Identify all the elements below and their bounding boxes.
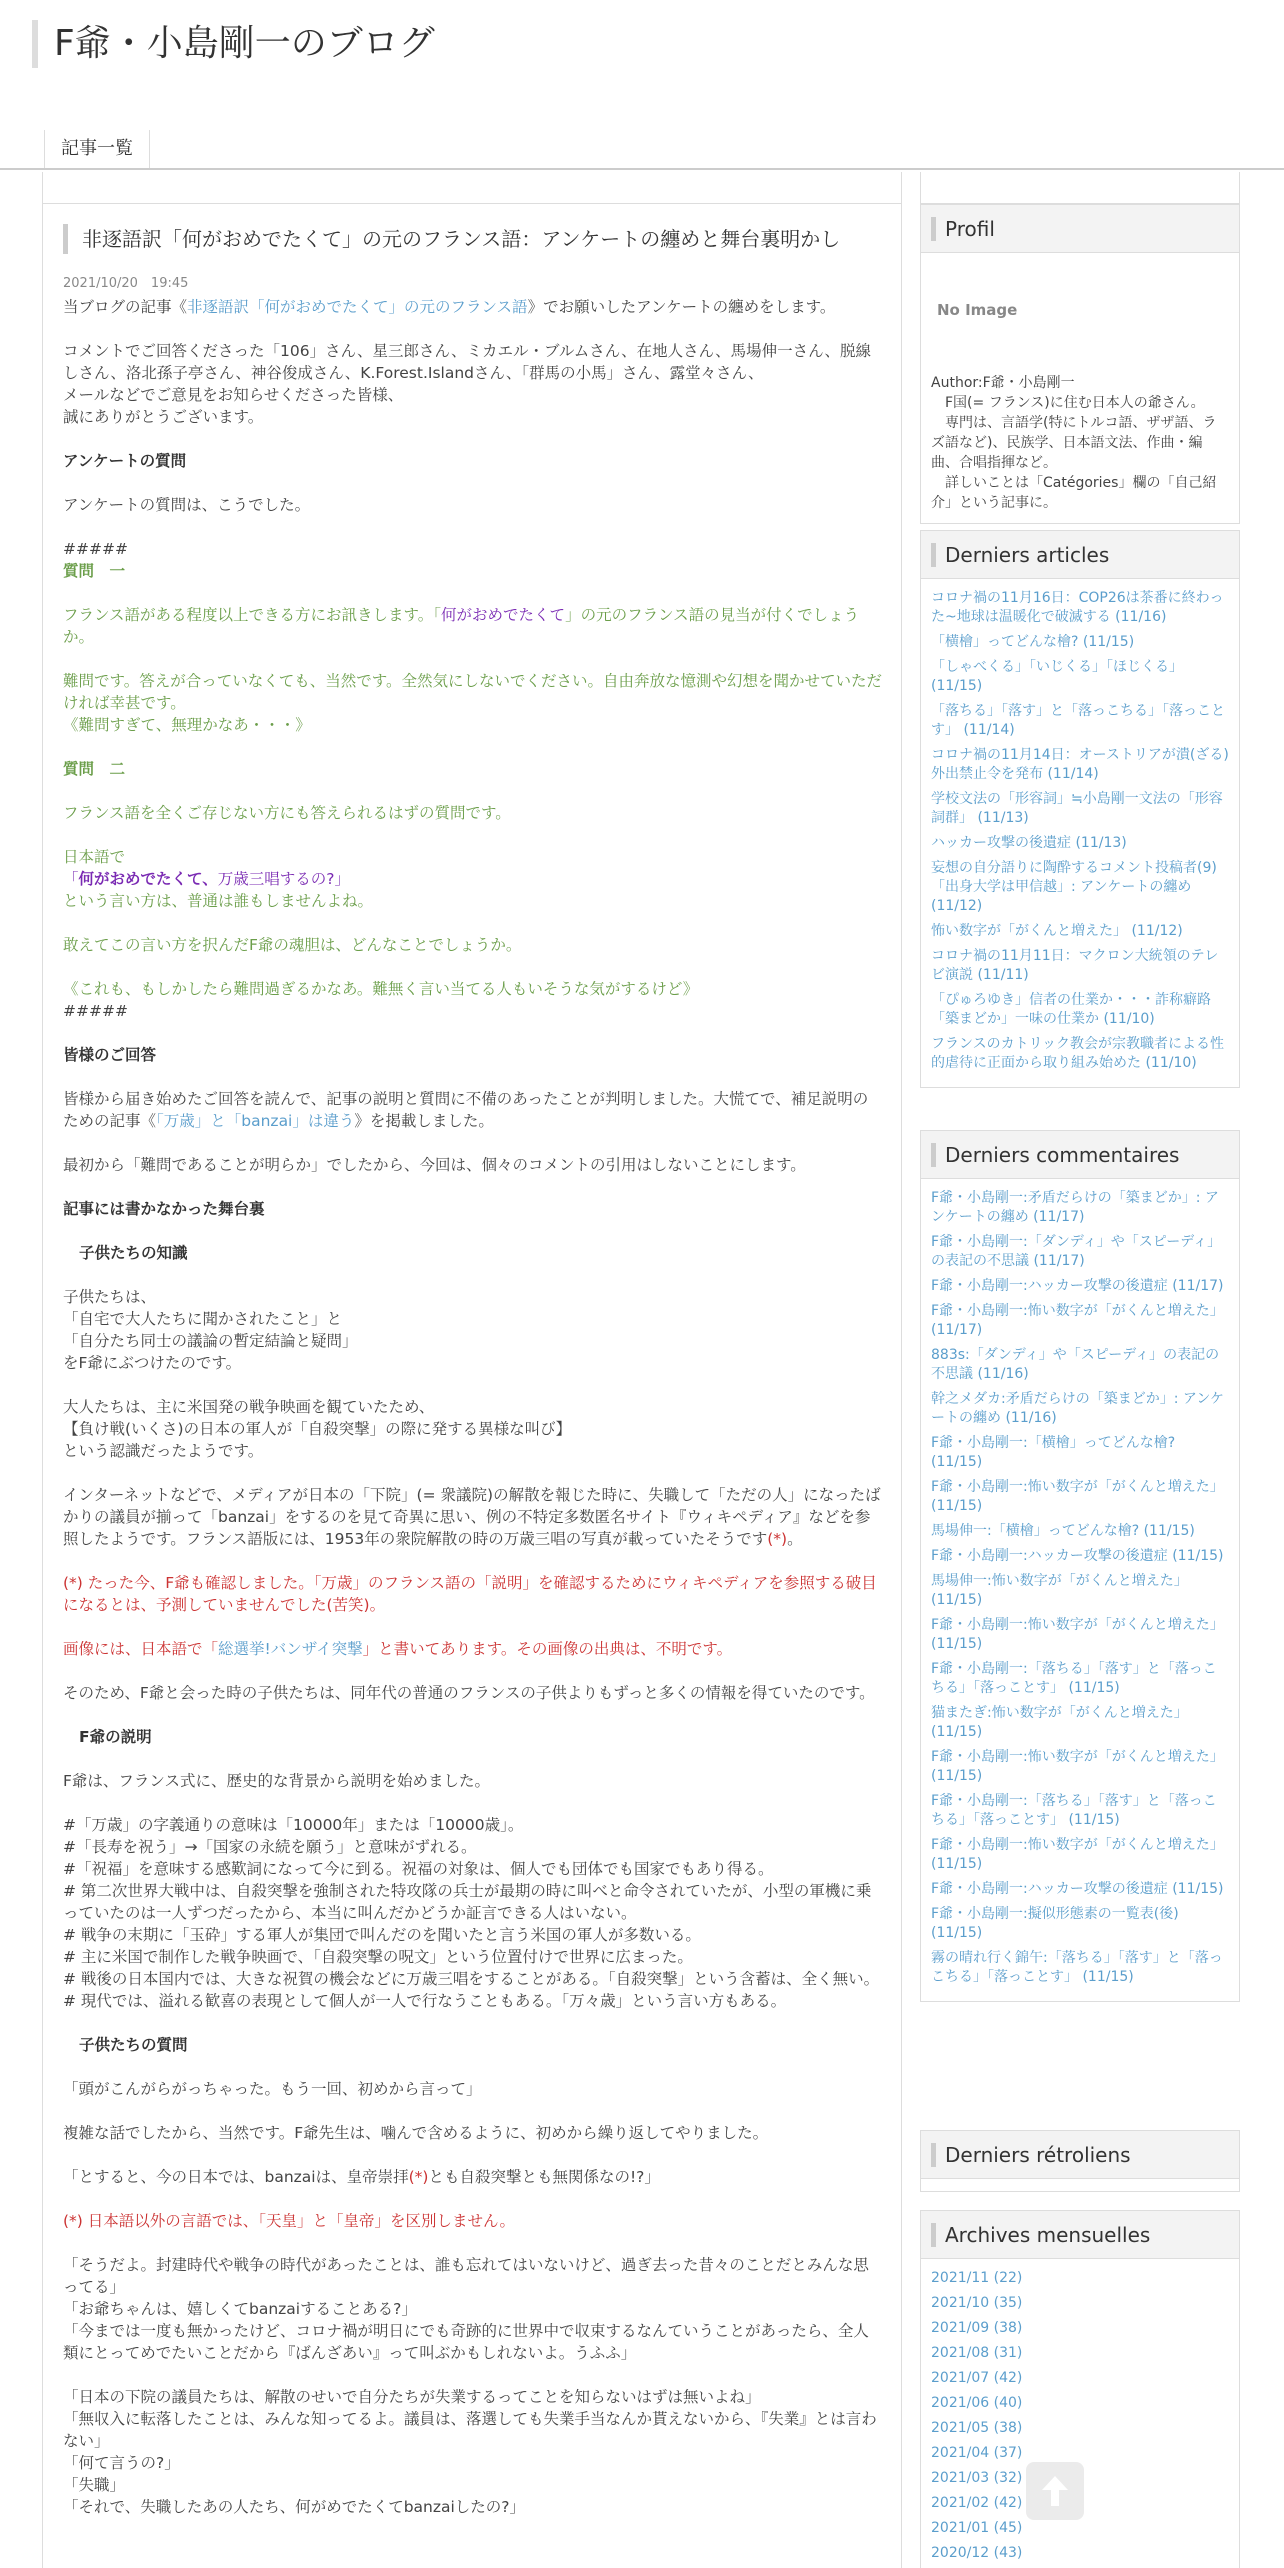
paragraph: 「そうだよ。封建時代や戦争の時代があったことは、誰も忘れてはいないけど、過ぎ去った昔々のことだとみんな思ってる」 xyxy=(63,2256,869,2296)
section-heading: 記事には書かなかった舞台裏 xyxy=(63,1200,265,1218)
archive-month-link[interactable]: 2021/03 (32) xyxy=(931,2470,1023,2486)
paragraph: 子供たちは、 xyxy=(63,1288,157,1306)
recent-comment-link[interactable]: F爺・小島剛一:ハッカー攻撃の後遺症 (11/15) xyxy=(931,1548,1224,1564)
subsection-heading: F爺の説明 xyxy=(79,1728,152,1746)
archive-month-link[interactable]: 2021/11 (22) xyxy=(931,2270,1023,2286)
text: 。 xyxy=(787,1530,803,1548)
paragraph: コメントでご回答くださった「106」さん、星三郎さん、ミカエル・ブルムさん、在地人さん、馬場伸一さん、脱線しさん、洛北孫子亭さん、神谷俊成さん、K.Forest.Islandさん、「群馬の小馬」さん、露堂々さん、 xyxy=(63,342,871,382)
inline-link[interactable]: 何がおめでたくて、 xyxy=(78,870,218,888)
list-item: # 主に米国で制作した戦争映画で、「自殺突撃の呪文」という位置付けで世界に広まった。 xyxy=(63,1948,693,1966)
inline-link[interactable]: 何がおめでたくて xyxy=(441,606,566,624)
paragraph: 「頭がこんがらがっちゃった。もう一回、初めから言って」 xyxy=(63,2080,482,2098)
paragraph: をF爺にぶつけたのです。 xyxy=(63,1354,242,1372)
paragraph: アンケートの質問は、こうでした。 xyxy=(63,496,311,514)
recent-comment-link[interactable]: 霧の晴れ行く錦午:「落ちる」「落す」と「落っこちる」「落っことす」 (11/15) xyxy=(931,1950,1223,1985)
recent-comment-link[interactable]: F爺・小島剛一:擬似形態素の一覧表(後) (11/15) xyxy=(931,1906,1179,1941)
paragraph: 《これも、もしかしたら難問過ぎるかなあ。難無く言い当てる人もいそうな気がするけど》 xyxy=(63,980,699,998)
recent-comment-link[interactable]: F爺・小島剛一:「横檜」ってどんな檜? (11/15) xyxy=(931,1435,1176,1470)
list-item: # 現代では、溢れる歓喜の表現として個人が一人で行なうこともある。「万々歳」という言い方もある。 xyxy=(63,1992,787,2010)
question-heading: 質問 二 xyxy=(63,760,126,778)
section-heading: 皆様のご回答 xyxy=(63,1046,157,1064)
main-top-divider xyxy=(42,172,902,204)
text: 当ブログの記事《 xyxy=(63,298,188,316)
avatar xyxy=(921,253,1239,373)
paragraph: 「無収入に転落したことは、みんな知ってるよ。議員は、落選しても失業手当なんか貰えないから、『失業』とは言わない」 xyxy=(63,2410,877,2450)
recent-comments-list xyxy=(921,1179,1239,2001)
article-link[interactable]: 「万歳」と「banzai」は違う xyxy=(156,1112,355,1130)
site-header xyxy=(0,0,1284,170)
text: 》を掲載しました。 xyxy=(354,1112,494,1130)
text: フランス語がある程度以上できる方にお訊きします。「 xyxy=(63,606,442,624)
subsection-heading: 子供たちの質問 xyxy=(79,2036,188,2054)
paragraph: 【負け戦(いくさ)の日本の軍人が「自殺突撃」の際に発する異様な叫び】 xyxy=(63,1420,572,1438)
archive-month-link[interactable]: 2021/10 (35) xyxy=(931,2295,1023,2311)
text: 」の元のフランス語の見当が付くでしょうか。 xyxy=(63,606,860,646)
recent-article-link[interactable]: コロナ禍の11月11日：マクロン大統領のテレビ演説 (11/11) xyxy=(931,948,1219,983)
recent-trackbacks-widget xyxy=(920,2130,1240,2192)
recent-comment-link[interactable]: 883s:「ダンディ」や「スピーディ」の表記の不思議 (11/16) xyxy=(931,1347,1220,1382)
widget-title: Archives mensuelles xyxy=(921,2211,1239,2259)
profile-text: F国(= フランス)に住む日本人の爺さん。 xyxy=(931,395,1205,411)
recent-comment-link[interactable]: F爺・小島剛一:矛盾だらけの「築まどか」: アンケートの纏め (11/17) xyxy=(931,1190,1219,1225)
recent-article-link[interactable]: フランスのカトリック教会が宗教職者による性的虐待に正面から取り組み始めた (11/10) xyxy=(931,1036,1225,1071)
archive-month-link[interactable]: 2021/05 (38) xyxy=(931,2420,1023,2436)
paragraph: 《難問すぎて、無理かなあ・・・》 xyxy=(63,716,311,734)
widget-title: Derniers articles xyxy=(921,531,1239,579)
recent-article-link[interactable]: 学校文法の「形容詞」≒小島剛一文法の「形容詞群」 (11/13) xyxy=(931,791,1223,826)
post-date: 2021/10/20 19:45 xyxy=(63,276,189,291)
recent-article-link[interactable]: 「ぴゅろゆき」信者の仕業か・・・詐称癖路「築まどか」一味の仕業か (11/10) xyxy=(931,992,1211,1027)
list-item: #「祝福」を意味する感歎詞になって今に到る。祝福の対象は、個人でも団体でも国家でもあり得る。 xyxy=(63,1860,774,1878)
list-item: # 第二次世界大戦中は、自殺突撃を強制された特攻隊の兵士が最期の時に叫べと命令されていたが、小型の軍機に乗っていたのは一人ずつだったから、本当に叫んだかどうか証言できる人はいない。 xyxy=(63,1882,872,1922)
inline-link[interactable]: 総選挙!バンザイ突撃 xyxy=(218,1640,363,1658)
recent-article-link[interactable]: 怖い数字が「がくんと増えた」 (11/12) xyxy=(931,923,1183,939)
text: 」と書いてあります。その画像の出典は、不明です。 xyxy=(362,1640,733,1658)
list-item: #「長寿を祝う」→「国家の永続を願う」と意味がずれる。 xyxy=(63,1838,477,1856)
footnote: (*) たった今、F爺も確認しました。「万歳」のフランス語の「説明」を確認するためにウィキペディアを参照する破目になるとは、予測していませんでした(苦笑)。 xyxy=(63,1574,877,1614)
profile-text: 詳しいことは「Catégories」欄の「自己紹介」という記事に。 xyxy=(931,475,1217,511)
recent-article-link[interactable]: 「落ちる」「落す」と「落っこちる」「落っことす」 (11/14) xyxy=(931,703,1225,738)
list-item: #「万歳」の字義通りの意味は「10000年」または「10000歳」。 xyxy=(63,1816,524,1834)
text: 》でお願いしたアンケートの纏めをします。 xyxy=(527,298,836,316)
archive-month-link[interactable]: 2021/09 (38) xyxy=(931,2320,1023,2336)
archives-list xyxy=(921,2259,1239,2568)
archive-month-link[interactable]: 2021/08 (31) xyxy=(931,2345,1023,2361)
archive-month-link[interactable]: 2021/02 (42) xyxy=(931,2495,1023,2511)
recent-comment-link[interactable]: 馬場伸一:怖い数字が「がくんと増えた」 (11/15) xyxy=(931,1573,1188,1608)
paragraph: メールなどでご意見をお知らせくださった皆様、 xyxy=(63,386,404,404)
paragraph: 「今までは一度も無かったけど、コロナ禍が明日にでも奇跡的に世界中で収束するなんていうことがあったら、全人類にとってめでたいことだから『ばんざあい』って叫ぶかもしれないよ。うふふ」 xyxy=(63,2322,869,2362)
paragraph: 難問です。答えが合っていなくても、当然です。全然気にしないでください。自由奔放な憶測や幻想を聞かせていただければ幸甚です。 xyxy=(63,672,883,712)
article-link[interactable]: 非逐語訳「何がおめでたくて」の元のフランス語 xyxy=(187,298,528,316)
paragraph: という言い方は、普通は誰もしませんよね。 xyxy=(63,892,374,910)
subsection-heading: 子供たちの知識 xyxy=(79,1244,188,1262)
paragraph: 「お爺ちゃんは、嬉しくてbanzaiすることある?」 xyxy=(63,2300,417,2318)
no-image-label: No Image xyxy=(937,301,1018,319)
widget-title: Profil xyxy=(921,205,1239,253)
profile-author: Author:F爺・小島剛一 xyxy=(931,375,1075,391)
text: 「とすると、今の日本では、banzaiは、皇帝崇拝 xyxy=(63,2168,409,2186)
widget-title: Derniers commentaires xyxy=(921,1131,1239,1179)
paragraph: 「失職」 xyxy=(63,2476,126,2494)
recent-comment-link[interactable]: F爺・小島剛一:「ダンディ」や「スピーディ」の表記の不思議 (11/17) xyxy=(931,1234,1222,1269)
paragraph: 最初から「難問であることが明らか」でしたから、今回は、個々のコメントの引用はしないことにします。 xyxy=(63,1156,806,1174)
recent-comment-link[interactable]: 馬場伸一:「横檜」ってどんな檜? (11/15) xyxy=(931,1523,1195,1539)
recent-articles-widget xyxy=(920,530,1240,1088)
paragraph: 複雑な話でしたから、当然です。F爺先生は、噛んで含めるように、初めから繰り返してやりました。 xyxy=(63,2124,769,2142)
sidebar-top-divider xyxy=(920,172,1240,204)
profile-widget xyxy=(920,204,1240,524)
text: 皆様から届き始めたご回答を読んで、記事の説明と質問に不備のあったことが判明しました。大慌てで、補足説明のための記事《 xyxy=(63,1090,869,1130)
paragraph: 「それで、失職したあの人たち、何がめでたくてbanzaiしたの?」 xyxy=(63,2498,526,2516)
recent-comment-link[interactable]: F爺・小島剛一:ハッカー攻撃の後遺症 (11/15) xyxy=(931,1881,1224,1897)
paragraph: 誠にありがとうございます。 xyxy=(63,408,264,426)
recent-article-link[interactable]: 妄想の自分語りに陶酔するコメント投稿者(9)「出身大学は甲信越」: アンケートの纏め (11/12) xyxy=(931,860,1217,914)
paragraph: 敢えてこの言い方を択んだF爺の魂胆は、どんなことでしょうか。 xyxy=(63,936,522,954)
profile-text: 専門は、言語学(特にトルコ語、ザザ語、ラズ語など)、民族学、日本語文法、作曲・編曲、合唱指揮など。 xyxy=(931,415,1217,471)
separator-text: ##### xyxy=(63,540,128,558)
recent-comment-link[interactable]: F爺・小島剛一:「落ちる」「落す」と「落っこちる」「落っことす」 (11/15) xyxy=(931,1793,1217,1828)
widget-title: Derniers rétroliens xyxy=(921,2131,1239,2179)
text: 万歳三唱するの?」 xyxy=(217,870,350,888)
nav-item-articles[interactable]: 記事一覧 xyxy=(44,130,150,168)
separator-text: ##### xyxy=(63,1002,128,1020)
paragraph: 「自分たち同士の議論の暫定結論と疑問」 xyxy=(63,1332,358,1350)
paragraph: 「自宅で大人たちに聞かされたこと」と xyxy=(63,1310,343,1328)
nav-bar xyxy=(0,130,1284,170)
recent-comment-link[interactable]: F爺・小島剛一:怖い数字が「がくんと増えた」 (11/15) xyxy=(931,1617,1224,1652)
archive-month-link[interactable]: 2021/07 (42) xyxy=(931,2370,1023,2386)
recent-comment-link[interactable]: 猫またぎ:怖い数字が「がくんと増えた」 (11/15) xyxy=(931,1705,1188,1740)
scroll-top-button[interactable] xyxy=(1026,2462,1084,2520)
recent-comment-link[interactable]: F爺・小島剛一:ハッカー攻撃の後遺症 (11/17) xyxy=(931,1278,1224,1294)
archive-month-link[interactable]: 2020/12 (43) xyxy=(931,2545,1023,2561)
paragraph: 大人たちは、主に米国発の戦争映画を観ていたため、 xyxy=(63,1398,435,1416)
recent-article-link[interactable]: 「横檜」ってどんな檜? (11/15) xyxy=(931,634,1135,650)
recent-articles-list xyxy=(921,579,1239,1087)
archive-month-link[interactable]: 2021/04 (37) xyxy=(931,2445,1023,2461)
paragraph: F爺は、フランス式に、歴史的な背景から説明を始めました。 xyxy=(63,1772,490,1790)
paragraph: 「何て言うの?」 xyxy=(63,2454,180,2472)
text: とも自殺突撃とも無関係なの!?」 xyxy=(428,2168,660,2186)
recent-article-link[interactable]: ハッカー攻撃の後遺症 (11/13) xyxy=(931,835,1127,851)
recent-comment-link[interactable]: F爺・小島剛一:「落ちる」「落す」と「落っこちる」「落っことす」 (11/15) xyxy=(931,1661,1217,1696)
recent-article-link[interactable]: コロナ禍の11月14日：オーストリアが潰(ざる)外出禁止令を発布 (11/14) xyxy=(931,747,1229,782)
footnote-marker: (*) xyxy=(408,2168,429,2186)
footnote-marker: (*) xyxy=(767,1530,788,1548)
paragraph: 日本語で xyxy=(63,848,126,866)
article-body xyxy=(63,296,883,2518)
recent-article-link[interactable]: コロナ禍の11月16日：COP26は茶番に終わった~地球は温暖化で破滅する (11/16) xyxy=(931,590,1224,625)
recent-comment-link[interactable]: F爺・小島剛一:怖い数字が「がくんと増えた」 (11/15) xyxy=(931,1837,1224,1872)
text: インターネットなどで、メディアが日本の「下院」(= 衆議院)の解散を報じた時に、失職して「ただの人」になったばかりの議員が揃って「banzai」をするのを見て奇異に思い、例の不特定多数匿名サイト『ウィキペディア』などを参照したようです。フランス語版には、1953年の衆院解散の時の万歳三唱の写真が載っていたそうです xyxy=(63,1486,881,1548)
section-heading: アンケートの質問 xyxy=(63,452,187,470)
paragraph: そのため、F爺と会った時の子供たちは、同年代の普通のフランスの子供よりもずっと多くの情報を得ていたのです。 xyxy=(63,1684,875,1702)
recent-comments-widget xyxy=(920,1130,1240,2002)
recent-comment-link[interactable]: 幹之メダカ:矛盾だらけの「築まどか」: アンケートの纏め (11/16) xyxy=(931,1391,1225,1426)
archive-month-link[interactable]: 2021/06 (40) xyxy=(931,2395,1023,2411)
recent-comment-link[interactable]: F爺・小島剛一:怖い数字が「がくんと増えた」 (11/15) xyxy=(931,1479,1224,1514)
site-title[interactable]: F爺・小島剛一のブログ xyxy=(32,20,435,68)
list-item: # 戦争の末期に「玉砕」する軍人が集団で叫んだのを聞いたと言う米国の軍人が多数いる。 xyxy=(63,1926,701,1944)
text: 画像には、日本語で「 xyxy=(63,1640,219,1658)
recent-comment-link[interactable]: F爺・小島剛一:怖い数字が「がくんと増えた」 (11/15) xyxy=(931,1749,1224,1784)
recent-comment-link[interactable]: F爺・小島剛一:怖い数字が「がくんと増えた」 (11/17) xyxy=(931,1303,1224,1338)
paragraph: という認識だったようです。 xyxy=(63,1442,264,1460)
main-content xyxy=(42,204,902,2568)
text: 「 xyxy=(63,870,79,888)
post-title[interactable]: 非逐語訳「何がおめでたくて」の元のフランス語：アンケートの纏めと舞台裏明かし xyxy=(63,224,883,254)
question-heading: 質問 一 xyxy=(63,562,126,580)
list-item: # 戦後の日本国内では、大きな祝賀の機会などに万歳三唱をすることがある。「自殺突撃」という含蓄は、全く無い。 xyxy=(63,1970,880,1988)
paragraph: フランス語を全くご存じない方にも答えられるはずの質問です。 xyxy=(63,804,511,822)
recent-article-link[interactable]: 「しゃべくる」「いじくる」「ほじくる」 (11/15) xyxy=(931,659,1183,694)
footnote: (*) 日本語以外の言語では、「天皇」と「皇帝」を区別しません。 xyxy=(63,2212,515,2230)
paragraph: 「日本の下院の議員たちは、解散のせいで自分たちが失業するってことを知らないはずは無いよね」 xyxy=(63,2388,761,2406)
archive-month-link[interactable]: 2021/01 (45) xyxy=(931,2520,1023,2536)
arrow-up-icon xyxy=(1040,2474,1070,2508)
